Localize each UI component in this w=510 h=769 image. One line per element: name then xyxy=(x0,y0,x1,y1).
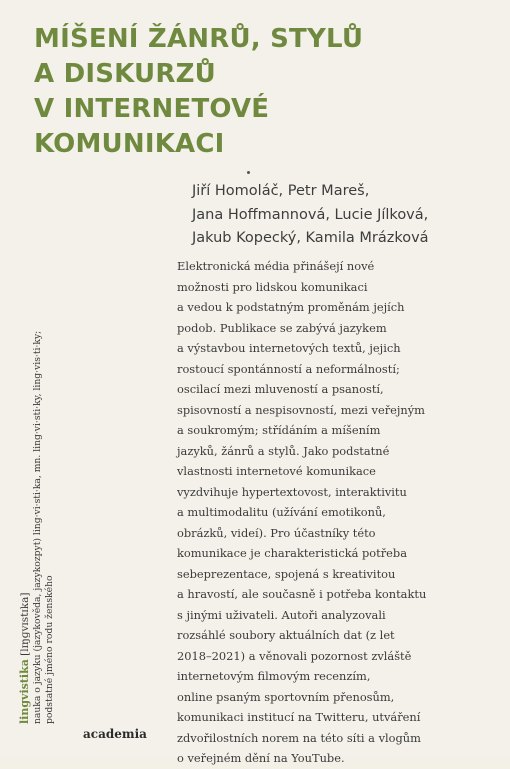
title-line: KOMUNIKACI xyxy=(34,129,225,159)
blurb-line: komunikaci institucí na Twitteru, utváření xyxy=(177,710,421,724)
blurb-line: Elektronická média přinášejí nové xyxy=(177,259,375,273)
blurb-line: rostoucí spontánností a neformálností; xyxy=(177,361,400,376)
blurb-line: oscilací mezi mluveností a psaností, xyxy=(177,382,384,396)
book-description xyxy=(177,256,426,769)
blurb-line: zdvořilostních norem na této síti a vlogům xyxy=(177,730,421,745)
blurb-line: rozsáhlé soubory aktuálních dat (z let xyxy=(177,628,395,642)
dictionary-entry-vertical xyxy=(18,331,56,724)
blurb-line: obrázků, videí). Pro účastníky této xyxy=(177,525,376,540)
blurb-line: s jinými uživateli. Autoři analyzovali xyxy=(177,607,386,622)
dictionary-grammar: podstatné jméno rodu ženského xyxy=(44,575,55,724)
title-line: MÍŠENÍ ŽÁNRŮ, STYLŮ xyxy=(34,24,364,54)
authors-line: Jakub Kopecký, Kamila Mrázková xyxy=(192,230,429,246)
blurb-line: a soukromým; střídáním a míšením xyxy=(177,423,381,437)
authors-line: Jana Hoffmannová, Lucie Jílková, xyxy=(192,206,429,223)
blurb-line: a multimodalitu (užívání emotikonů, xyxy=(177,505,386,519)
dictionary-headword: lingvistika xyxy=(18,659,31,724)
publisher-logo: academia xyxy=(83,727,147,741)
title-line: A DISKURZŮ xyxy=(34,59,216,89)
blurb-line: o veřejném dění na YouTube. xyxy=(177,751,345,765)
blurb-line: podob. Publikace se zabývá jazykem xyxy=(177,320,387,335)
decorative-dot xyxy=(247,171,250,174)
blurb-line: možnosti pro lidskou komunikaci xyxy=(177,279,368,294)
blurb-line: 2018–2021) a věnovali pozornost zvláště xyxy=(177,648,412,663)
dictionary-pronunciation: [lɪŋɡvɪstɪka] xyxy=(19,592,31,656)
blurb-line: jazyků, žánrů a stylů. Jako podstatné xyxy=(177,443,390,458)
authors-list xyxy=(192,180,429,251)
dictionary-entry-line xyxy=(18,331,32,724)
blurb-line: spisovností a nespisovností, mezi veřejným xyxy=(177,402,425,417)
blurb-line: sebeprezentace, spojená s kreativitou xyxy=(177,566,396,581)
authors-line: Jiří Homoláč, Petr Mareš, xyxy=(192,183,370,199)
blurb-line: vyzdvihuje hypertextovost, interaktivitu xyxy=(177,484,407,499)
book-title xyxy=(34,22,363,162)
title-line: V INTERNETOVÉ xyxy=(34,94,270,124)
blurb-line: a výstavbou internetových textů, jejich xyxy=(177,341,401,355)
blurb-line: internetovým filmovým recenzím, xyxy=(177,669,371,683)
blurb-line: a hravostí, ale současně i potřeba kontaktu xyxy=(177,587,427,601)
blurb-line: komunikace je charakteristická potřeba xyxy=(177,546,408,560)
dictionary-definition: nauka o jazyku (jazykověda, jazykozpyt) ling·vi·sti·ka, mn. ling·vi·sti·ky, ling·vis·ti·ky; xyxy=(32,330,43,724)
blurb-line: online psaným sportovním přenosům, xyxy=(177,689,395,704)
blurb-line: a vedou k podstatným proměnám jejích xyxy=(177,300,405,314)
blurb-line: vlastnosti internetové komunikace xyxy=(177,464,376,478)
